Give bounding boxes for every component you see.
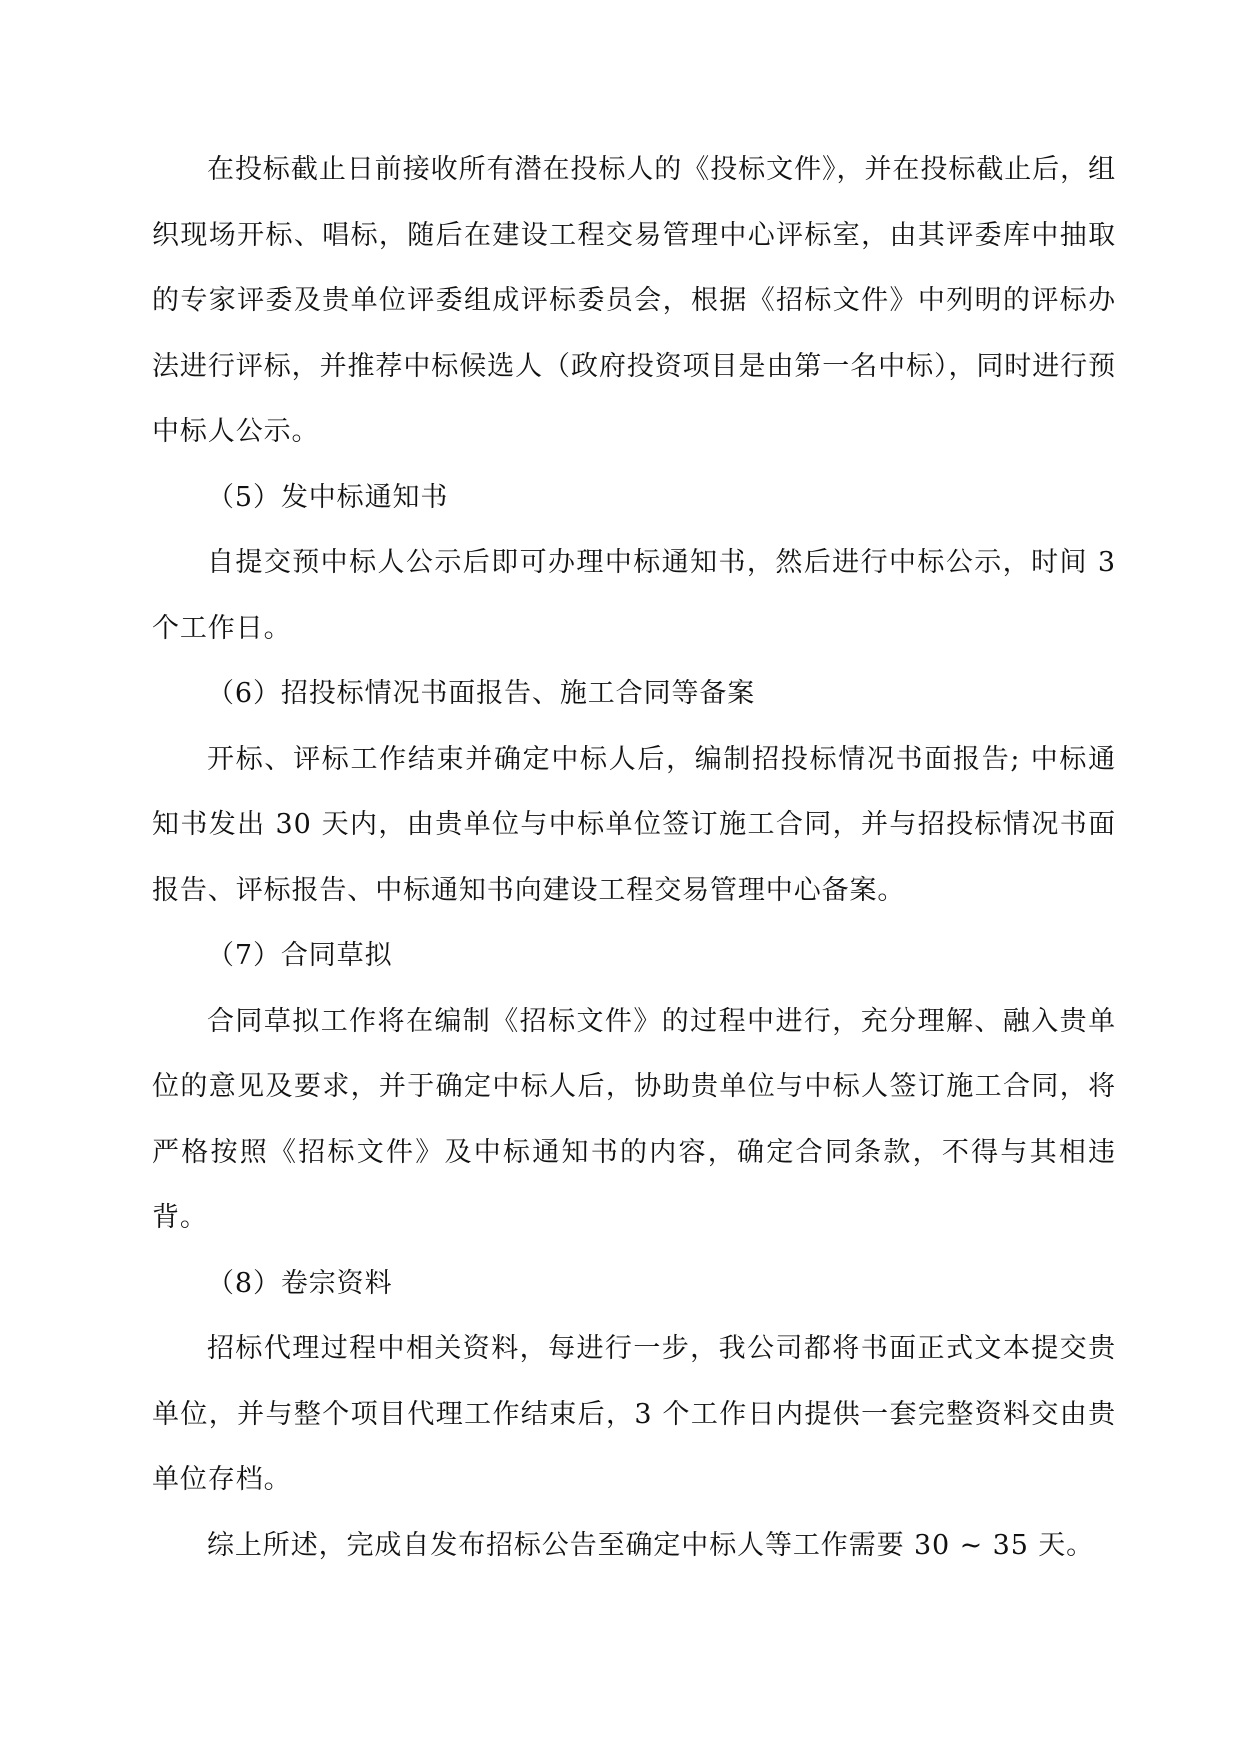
- heading-archives: （8）卷宗资料: [207, 1267, 393, 1299]
- heading-award-notice: （5）发中标通知书: [207, 481, 449, 513]
- paragraph-award-notice: 自提交预中标人公示后即可办理中标通知书，然后进行中标公示，时间 3 个工作日。: [152, 547, 1116, 644]
- paragraph-contract-drafting: 合同草拟工作将在编制《招标文件》的过程中进行，充分理解、融入贵单位的意见及要求，并于确定中标人后，协助贵单位与中标人签订施工合同，将严格按照《招标文件》及中标通知书的内容，确定合同条款，不得与其相违背。: [152, 1005, 1116, 1233]
- paragraph-summary: 综上所述，完成自发布招标公告至确定中标人等工作需要 30 ~ 35 天。: [207, 1529, 1095, 1561]
- heading-filing: （6）招投标情况书面报告、施工合同等备案: [207, 678, 756, 709]
- heading-contract-drafting: （7）合同草拟: [207, 940, 393, 971]
- paragraph-bid-opening: 在投标截止日前接收所有潜在投标人的《投标文件》，并在投标截止后，组织现场开标、唱标，随后在建设工程交易管理中心评标室，由其评委库中抽取的专家评委及贵单位评委组成评标委员会，根据《招标文件》中列明的评标办法进行评标，并推荐中标候选人（政府投资项目是由第一名中标），同时进行预中标人公示。: [152, 154, 1116, 447]
- paragraph-archives: 招标代理过程中相关资料，每进行一步，我公司都将书面正式文本提交贵单位，并与整个项目代理工作结束后，3 个工作日内提供一套完整资料交由贵单位存档。: [152, 1333, 1116, 1495]
- document-body: [152, 137, 1116, 1578]
- paragraph-filing: 开标、评标工作结束并确定中标人后，编制招投标情况书面报告; 中标通知书发出 30 天内，由贵单位与中标单位签订施工合同，并与招投标情况书面报告、评标报告、中标通知书向建设工程交易管理中心备案。: [152, 743, 1116, 906]
